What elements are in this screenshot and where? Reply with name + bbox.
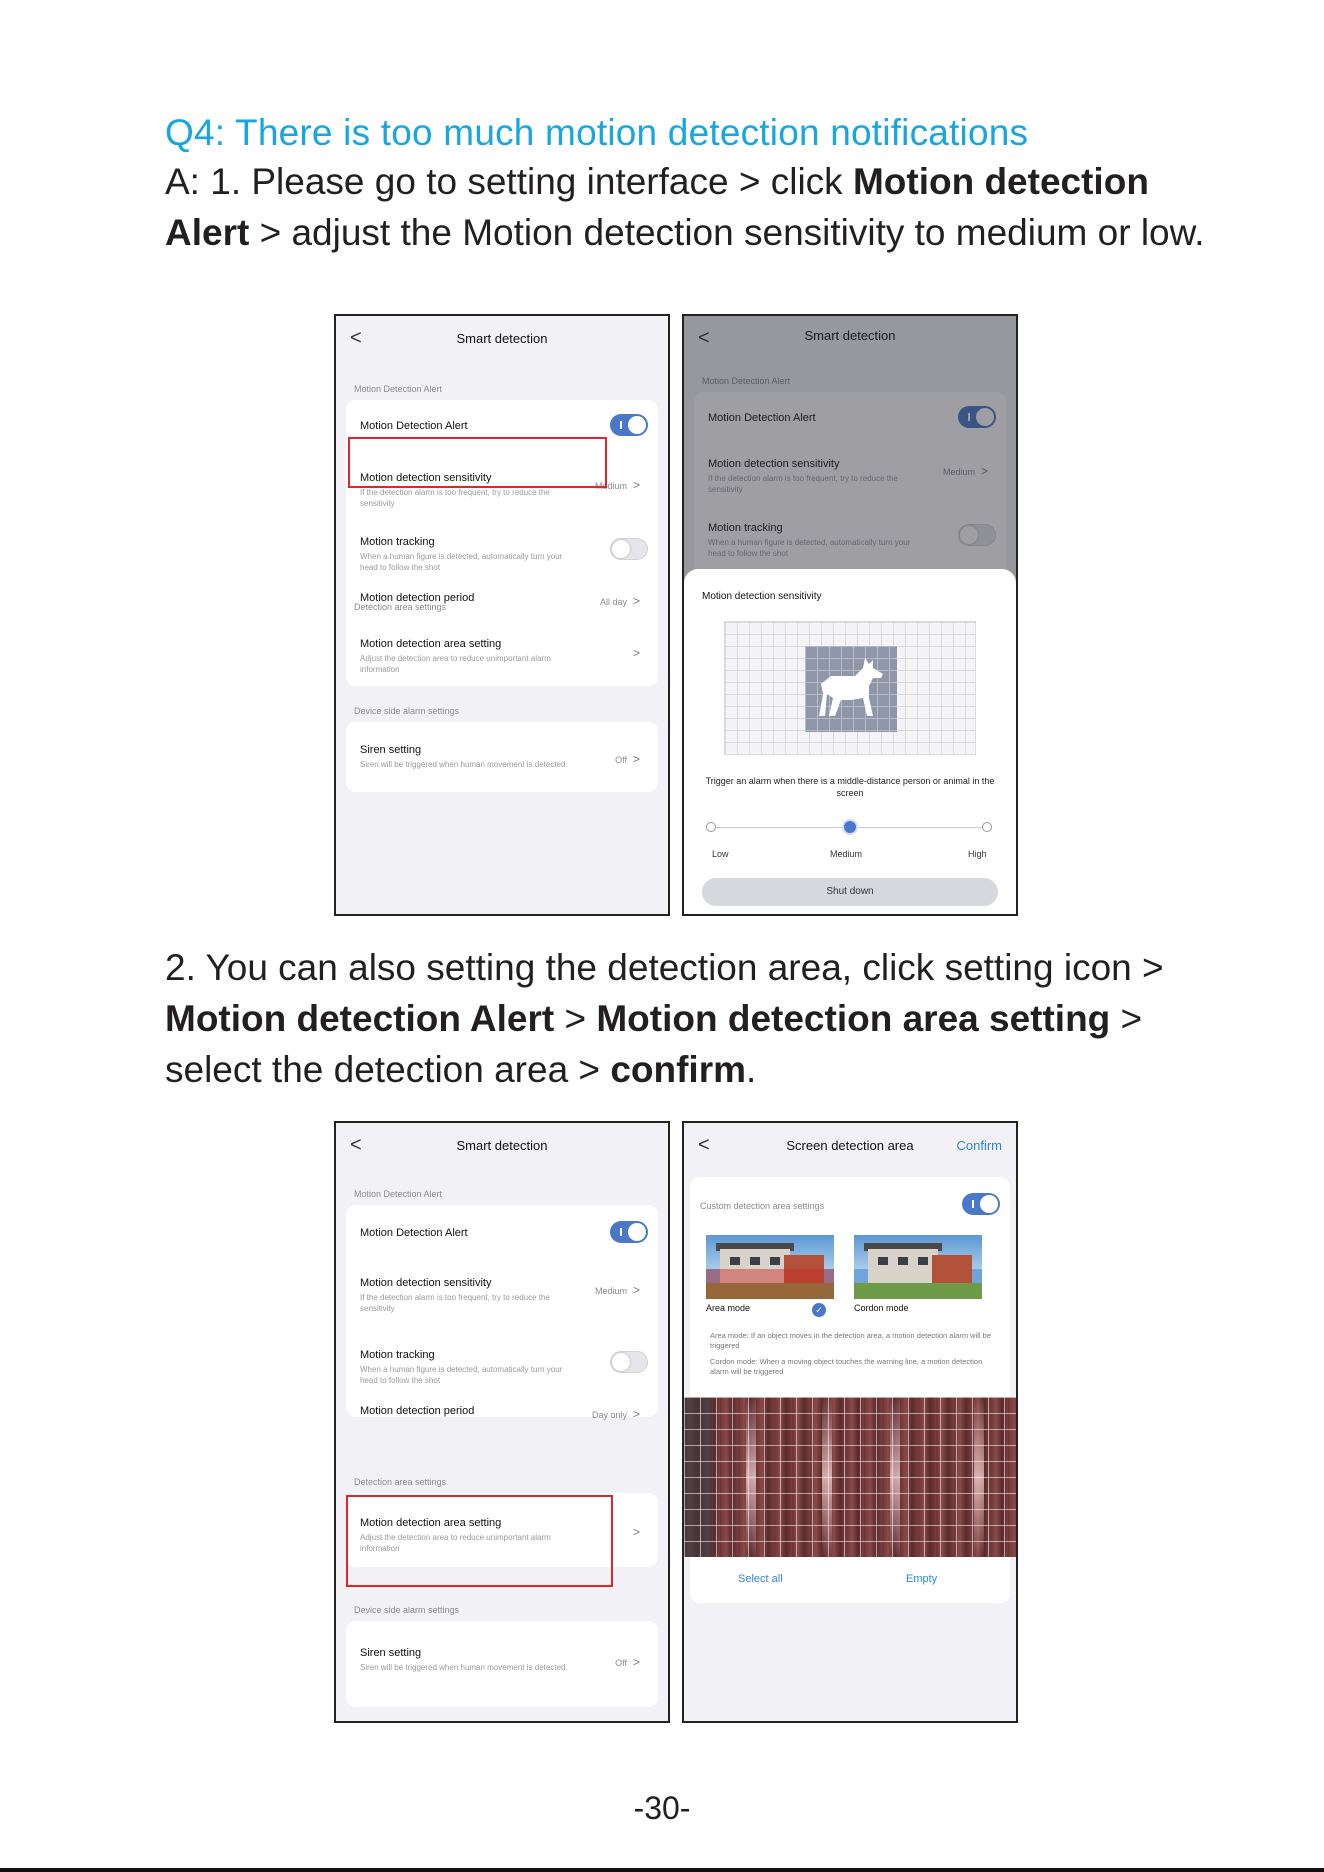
screen-title: Smart detection	[804, 328, 896, 343]
period-row[interactable]	[360, 1405, 644, 1421]
back-icon[interactable]: <	[350, 327, 362, 349]
cordon-mode-option[interactable]	[854, 1235, 982, 1313]
custom-area-label: Custom detection area settings	[700, 1201, 825, 1211]
chevron-right-icon: >	[632, 646, 640, 660]
step-2-text-c: >	[554, 998, 597, 1039]
alert-label: Motion Detection Alert	[708, 412, 816, 424]
sensitivity-sub: If the detection alarm is too frequent, try to reduce the sensitivity	[360, 488, 550, 508]
back-icon[interactable]: <	[698, 327, 710, 349]
select-all-button[interactable]: Select all	[738, 1573, 783, 1585]
tracking-toggle[interactable]	[610, 1351, 648, 1373]
sensitivity-sheet	[684, 569, 1016, 914]
slider-label-low: Low	[712, 849, 729, 859]
period-label: Motion detection period	[360, 592, 475, 604]
tracking-label: Motion tracking	[708, 522, 783, 534]
step-2-text-e: > select the detection area >	[165, 998, 1143, 1090]
nav-bar	[336, 316, 668, 362]
area-row[interactable]	[360, 638, 644, 675]
sensitivity-highlight-box	[348, 437, 607, 488]
motion-card	[346, 1205, 658, 1421]
step-1-text	[165, 156, 1205, 258]
custom-area-toggle[interactable]	[962, 1193, 1000, 1215]
detection-zone	[805, 646, 897, 732]
screenshot-smart-detection-2	[334, 1121, 670, 1723]
section-motion-label: Motion Detection Alert	[354, 384, 443, 394]
area-highlight-box	[346, 1495, 613, 1587]
detection-zone-overlay	[706, 1269, 834, 1299]
siren-row[interactable]	[360, 744, 644, 770]
question-heading: Q4: There is too much motion detection notifications	[165, 112, 1029, 153]
step-2-text	[165, 942, 1205, 1095]
alert-toggle[interactable]	[610, 414, 648, 436]
empty-button[interactable]: Empty	[906, 1573, 938, 1585]
screenshot-detection-area	[682, 1121, 1018, 1723]
step-2-bold-area: Motion detection area setting	[596, 998, 1111, 1039]
slider-stop-low[interactable]	[706, 822, 716, 832]
screen-title: Smart detection	[456, 331, 548, 346]
step-2-text-a: 2. You can also setting the detection area, click setting icon >	[165, 947, 1164, 988]
sensitivity-value: Medium >	[594, 1283, 640, 1297]
alert-label: Motion Detection Alert	[360, 420, 468, 432]
chevron-right-icon: >	[632, 1407, 640, 1421]
screenshot-sensitivity-sheet	[682, 314, 1018, 916]
section-device-label: Device side alarm settings	[354, 1605, 460, 1615]
siren-label: Siren setting	[360, 744, 422, 756]
cordon-mode-thumbnail	[854, 1235, 982, 1299]
slider-stop-high[interactable]	[982, 822, 992, 832]
section-area-label: Detection area settings	[354, 1477, 447, 1487]
cordon-mode-label: Cordon mode	[854, 1303, 909, 1313]
chevron-right-icon: >	[632, 1525, 640, 1539]
siren-label: Siren setting	[360, 1647, 422, 1659]
siren-row[interactable]	[360, 1647, 644, 1673]
tracking-sub: When a human figure is detected, automatically turn your head to follow the shot	[360, 1365, 563, 1385]
step-1-text-a: A: 1. Please go to setting interface > click	[165, 161, 853, 202]
bottom-rule	[0, 1868, 1324, 1872]
siren-sub: Siren will be triggered when human movement is detected.	[360, 760, 568, 769]
sensitivity-sub: If the detection alarm is too frequent, try to reduce the sensitivity	[360, 1293, 550, 1313]
section-device-label: Device side alarm settings	[354, 706, 460, 716]
period-value: All day >	[599, 594, 640, 608]
step-2-bold-confirm: confirm	[610, 1049, 747, 1090]
alert-label: Motion Detection Alert	[360, 1227, 468, 1239]
nav-bar	[684, 1123, 1016, 1169]
chevron-right-icon: >	[980, 464, 988, 478]
chevron-right-icon: >	[632, 594, 640, 608]
step-1-text-c: > adjust the Motion detection sensitivity to medium or low.	[249, 212, 1205, 253]
area-label: Motion detection area setting	[360, 638, 502, 650]
sensitivity-label: Motion detection sensitivity	[708, 458, 840, 470]
screenshot-smart-detection-1	[334, 314, 670, 916]
area-chevron	[627, 1525, 640, 1539]
tracking-sub: When a human figure is detected, automatically turn your head to follow the shot	[708, 538, 911, 558]
area-mode-option[interactable]	[706, 1235, 834, 1313]
chevron-right-icon: >	[632, 478, 640, 492]
nav-bar	[336, 1123, 668, 1169]
slider-label-high: High	[968, 849, 987, 859]
alert-row[interactable]	[360, 420, 644, 432]
tracking-sub: When a human figure is detected, automatically turn your head to follow the shot	[360, 552, 563, 572]
period-value: Day only >	[591, 1407, 640, 1421]
area-label: Motion detection area setting	[360, 1517, 502, 1529]
slider-knob[interactable]	[842, 819, 858, 835]
screen-title: Smart detection	[456, 1138, 548, 1153]
area-settings-card	[690, 1177, 1010, 1603]
step-1-bold-alert: Motion detection Alert	[165, 161, 1149, 253]
area-sub: Adjust the detection area to reduce unimportant alarm information	[360, 654, 551, 674]
wolf-icon	[811, 654, 891, 724]
chevron-right-icon: >	[632, 1283, 640, 1297]
chevron-right-icon: >	[632, 1655, 640, 1669]
siren-value: Off >	[615, 1655, 640, 1669]
shut-down-button[interactable]: Shut down	[702, 878, 998, 906]
sensitivity-value: Medium >	[942, 464, 988, 478]
sensitivity-label: Motion detection sensitivity	[360, 472, 492, 484]
area-mode-label: Area mode	[706, 1303, 751, 1313]
siren-sub: Siren will be triggered when human movement is detected.	[360, 1663, 568, 1672]
camera-preview[interactable]	[684, 1397, 1016, 1557]
area-chevron	[627, 646, 640, 660]
siren-value: Off >	[615, 752, 640, 766]
tracking-toggle[interactable]	[610, 538, 648, 560]
alert-toggle[interactable]	[610, 1221, 648, 1243]
detection-area-grid[interactable]	[684, 1397, 1016, 1557]
cordon-mode-description: Cordon mode: When a moving object touches the warning line, a motion detection alarm will be triggered	[710, 1357, 983, 1376]
device-card	[346, 722, 658, 792]
back-icon[interactable]: <	[350, 1134, 362, 1156]
device-card	[346, 1621, 658, 1707]
sensitivity-value: Medium >	[594, 478, 640, 492]
alert-row[interactable]	[360, 1227, 644, 1239]
step-2-bold-alert: Motion detection Alert	[165, 998, 555, 1039]
slider-label-medium: Medium	[830, 849, 863, 859]
area-card	[346, 618, 658, 686]
sensitivity-grid-illustration	[724, 621, 976, 755]
period-label: Motion detection period	[360, 1405, 475, 1417]
section-area-label: Detection area settings	[354, 602, 447, 612]
sensitivity-row[interactable]	[360, 1277, 644, 1314]
sensitivity-label: Motion detection sensitivity	[360, 1277, 492, 1289]
tracking-row	[360, 1349, 644, 1386]
tracking-label: Motion tracking	[360, 1349, 435, 1361]
page-number: -30-	[633, 1790, 691, 1826]
confirm-button[interactable]: Confirm	[956, 1138, 1002, 1153]
sheet-title: Motion detection sensitivity	[702, 591, 822, 602]
screen-title: Screen detection area	[786, 1138, 914, 1153]
tracking-label: Motion tracking	[360, 536, 435, 548]
section-motion-label: Motion Detection Alert	[354, 1189, 443, 1199]
sheet-description: Trigger an alarm when there is a middle-distance person or animal in the screen	[705, 776, 995, 798]
tracking-row	[360, 536, 644, 573]
back-icon[interactable]: <	[698, 1134, 710, 1156]
area-mode-thumbnail	[706, 1235, 834, 1299]
section-motion-label: Motion Detection Alert	[702, 376, 791, 386]
area-sub: Adjust the detection area to reduce unimportant alarm information	[360, 1533, 551, 1553]
sensitivity-sub: If the detection alarm is too frequent, try to reduce the sensitivity	[708, 474, 898, 494]
step-2-text-g: .	[746, 1049, 757, 1090]
checkmark-icon: ✓	[812, 1303, 826, 1317]
area-mode-description: Area mode: If an object moves in the detection area, a motion detection alarm will be triggered	[710, 1331, 991, 1350]
chevron-right-icon: >	[632, 752, 640, 766]
